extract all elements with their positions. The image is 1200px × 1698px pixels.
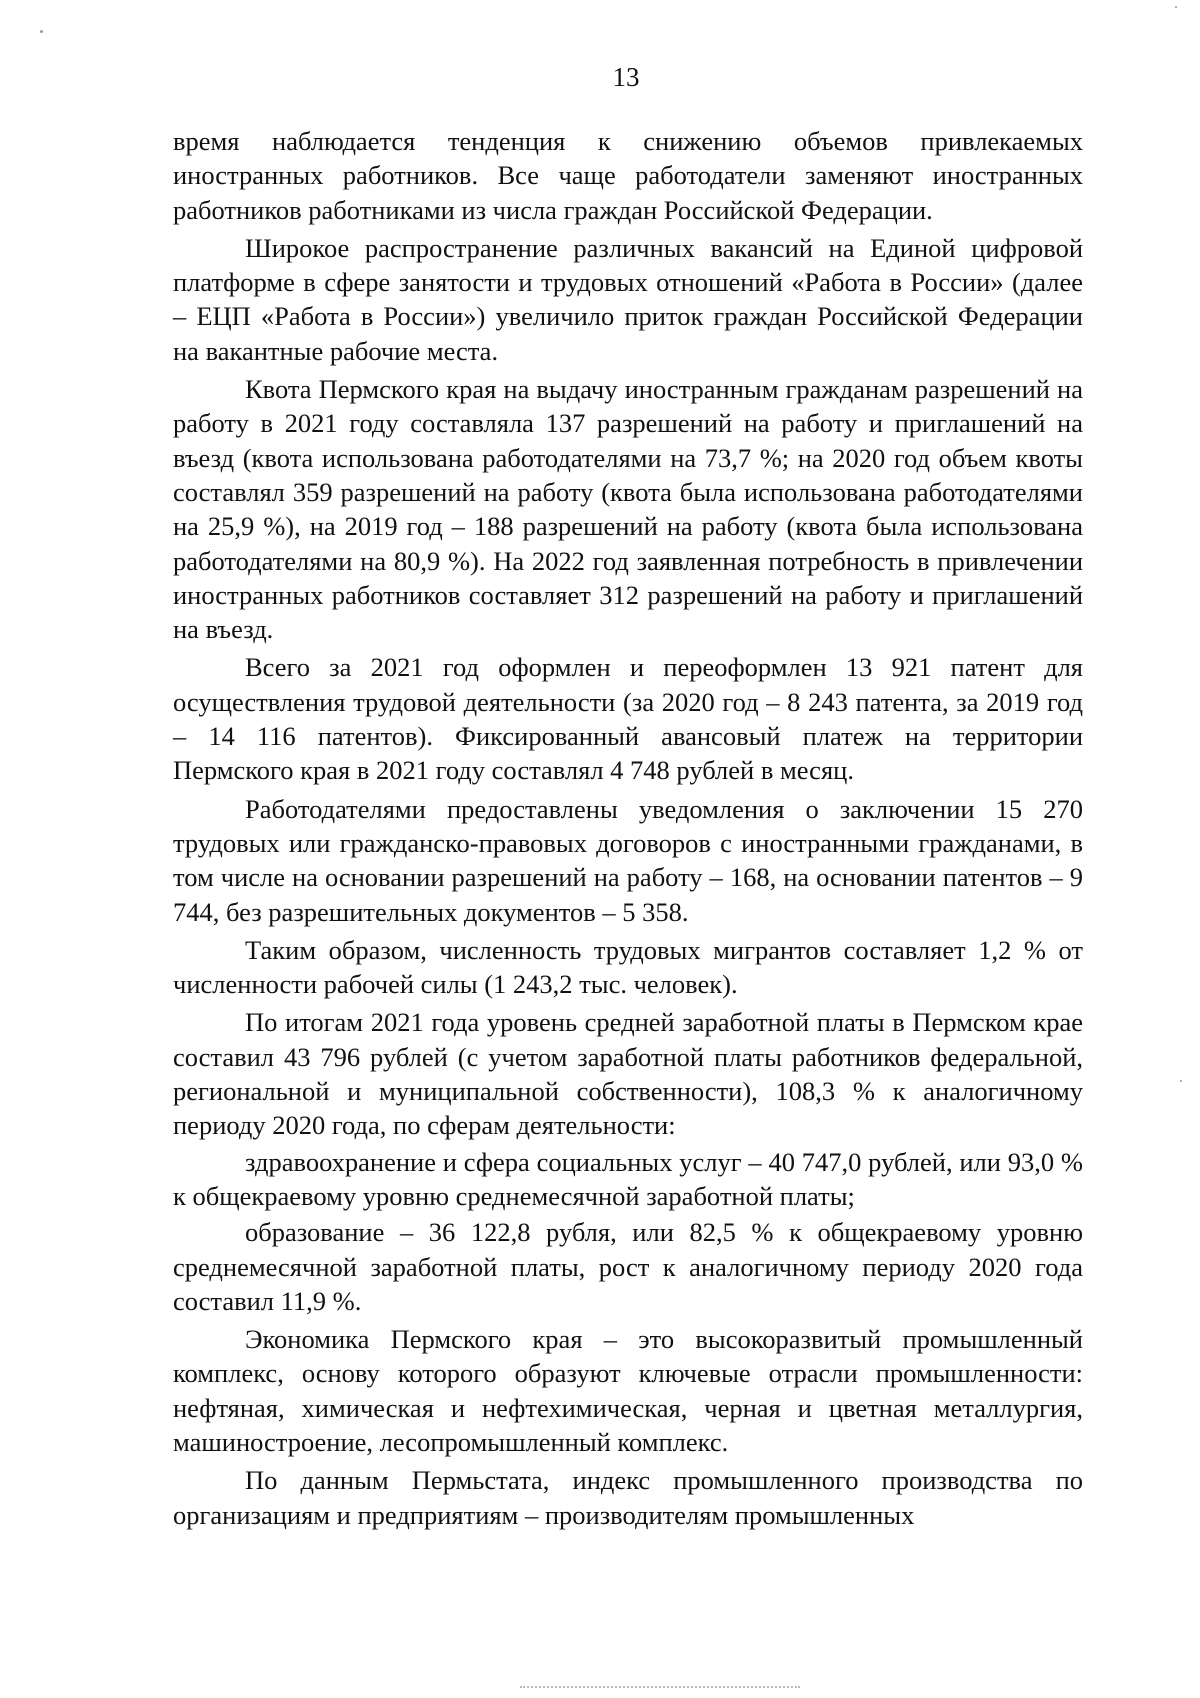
scan-speck bbox=[1175, 6, 1177, 8]
paragraph-economy: Экономика Пермского края – это высокоразвитый промышленный комплекс, основу которого образуют ключевые отрасли промышленности: нефтяная, химическая и нефтехимическая, черная и цветная металлургия, машиностроение, лесопромышленный комплекс. bbox=[173, 1324, 1083, 1457]
paragraph-vacancies: Широкое распространение различных вакансий на Единой цифровой платформе в сфере занятости и трудовых отношений «Работа в России» (далее – ЕЦП «Работа в России») увеличило приток граждан Российской Федерации на вакантные рабочие места. bbox=[173, 232, 1083, 366]
scan-speck bbox=[1180, 1080, 1182, 1082]
paragraph-average-salary: По итогам 2021 года уровень средней заработной платы в Пермском крае составил 43 796 рублей (с учетом заработной платы работников федеральной, региональной и муниципальной собственности), 108,3 % к аналогичному периоду 2020 года, по сферам деятельности: bbox=[173, 1007, 1083, 1141]
paragraph-quota: Квота Пермского края на выдачу иностранным гражданам разрешений на работу в 2021 году составляла 137 разрешений на работу и приглашений на въезд (квота использована работодателями на 73,7 %; на 2020 год объем квоты составлял 359 разрешений на работу (квота была использована работодателями на 25,9 %), на 2019 год – 188 разрешений на работу (квота была использована работодателями на 80,9 %). На 2022 год заявленная потребность в привлечении иностранных работников составляет 312 разрешений на работу и приглашений на въезд. bbox=[173, 374, 1083, 645]
paragraph-patents: Всего за 2021 год оформлен и переоформлен 13 921 патент для осуществления трудовой деятельности (за 2020 год – 8 243 патента, за 2019 год – 14 116 патентов). Фиксированный авансовый платеж на территории Пермского края в 2021 году составлял 4 748 рублей в месяц. bbox=[173, 652, 1083, 786]
paragraph-education-salary: образование – 36 122,8 рубля, или 82,5 % к общекраевому уровню среднемесячной заработной платы, рост к аналогичному периоду 2020 года составил 11,9 %. bbox=[173, 1217, 1083, 1316]
scan-edge-marks bbox=[520, 1686, 800, 1691]
paragraph-continuation: время наблюдается тенденция к снижению объемов привлекаемых иностранных работников. Все чаще работодатели заменяют иностранных работников работниками из числа граждан Российской Федерации. bbox=[173, 126, 1083, 225]
document-body bbox=[173, 124, 1083, 1536]
paragraph-notifications: Работодателями предоставлены уведомления о заключении 15 270 трудовых или гражданско-правовых договоров с иностранными гражданами, в том числе на основании разрешений на работу – 168, на основании патентов – 9 744, без разрешительных документов – 5 358. bbox=[173, 793, 1083, 927]
page-number: 13 bbox=[612, 62, 640, 92]
paragraph-healthcare-salary: здравоохранение и сфера социальных услуг – 40 747,0 рублей, или 93,0 % к общекраевому уровню среднемесячной заработной платы; bbox=[173, 1146, 1083, 1211]
paragraph-migrant-share: Таким образом, численность трудовых мигрантов составляет 1,2 % от численности рабочей силы (1 243,2 тыс. человек). bbox=[173, 934, 1083, 1000]
paragraph-industrial-index: По данным Пермьстата, индекс промышленного производства по организациям и предприятиям – производителям промышленных bbox=[173, 1465, 1083, 1530]
scan-speck bbox=[40, 30, 43, 33]
